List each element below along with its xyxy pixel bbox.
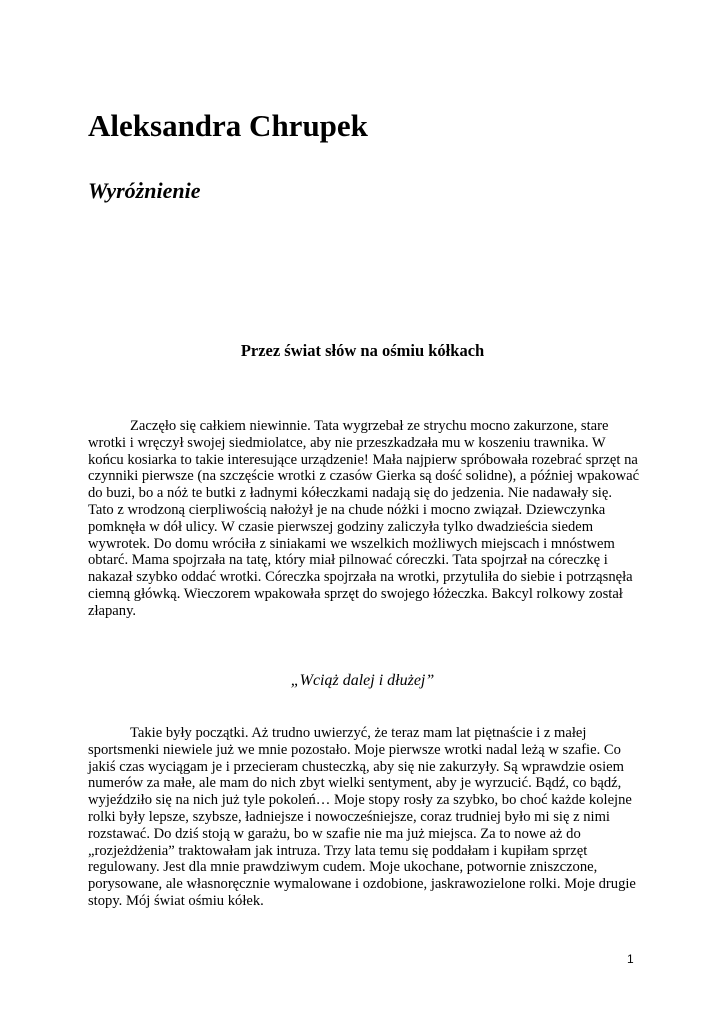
page-number: 1 bbox=[627, 952, 634, 966]
text-line: ciemną główką. Wieczorem wpakowała sprzęt do swojego łóżeczka. Bakcyl rolkowy został bbox=[88, 585, 623, 602]
text-line: obtarć. Mama spojrzała na tatę, który miał pilnować córeczki. Tata spojrzał na córeczkę i bbox=[88, 552, 608, 569]
text-line: wywrotek. Do domu wróciła z siniakami we wszelkich możliwych miejscach i mnóstwem bbox=[88, 535, 615, 552]
text-line: złapany. bbox=[88, 602, 137, 619]
text-line: rolki były lepsze, szybsze, ładniejsze i nowocześniejsze, coraz trudniej było mi się z nimi bbox=[88, 808, 610, 825]
text-line: wrotki i wręczył swojej siedmiolatce, aby nie przeszkadzała mu w koszeniu trawnika. W bbox=[88, 434, 606, 451]
essay-title: Przez świat słów na ośmiu kółkach bbox=[240, 341, 485, 360]
section-subtitle: „Wciąż dalej i dłużej” bbox=[290, 672, 435, 689]
author-name: Aleksandra Chrupek bbox=[88, 108, 368, 143]
paragraph-1 bbox=[88, 418, 640, 620]
text-line: Zaczęło się całkiem niewinnie. Tata wygrzebał ze strychu mocno zakurzone, stare bbox=[130, 418, 609, 434]
text-line: „rozjeżdżenia” traktowałam jak intruza. Trzy lata temu się poddałam i kupiłam sprzęt bbox=[88, 842, 588, 859]
text-line: Takie były początki. Aż trudno uwierzyć, że teraz mam lat piętnaście i z małej bbox=[130, 725, 587, 741]
text-line: Tato z wrodzoną cierpliwością nałożył je na chude nóżki i mocno związał. Dziewczynka bbox=[88, 501, 606, 518]
paragraph-2 bbox=[88, 725, 640, 910]
text-line: czynniki pierwsze (na szczęście wrotki z czasów Gierka są dość solidne), a później wpakować bbox=[88, 468, 640, 485]
text-line: pomknęła w dół ulicy. W czasie pierwszej godziny zaliczyła tylko dwadzieścia siedem bbox=[88, 518, 594, 535]
text-line: rozstawać. Do dziś stoją w garażu, bo w szafie nie ma już miejsca. Za to nowe aż do bbox=[88, 825, 581, 842]
text-line: do buzi, bo a nóż te butki z ładnymi kółeczkami nadają się do jedzenia. Nie nadawały się. bbox=[88, 485, 612, 502]
text-line: końcu kosiarka to takie interesujące urządzenie! Mała najpierw spróbowała rozebrać sprzęt na bbox=[88, 451, 638, 468]
text-line: porysowane, ale własnoręcznie wymalowane i ozdobione, jaskrawozielone rolki. Moje drugie bbox=[88, 876, 636, 893]
text-line: nakazał szybko oddać wrotki. Córeczka spojrzała na wrotki, przytuliła do siebie i potrząsnęła bbox=[88, 569, 633, 586]
text-line: regulowany. Jest dla mnie prawdziwym cudem. Moje ukochane, potwornie zniszczone, bbox=[88, 859, 598, 876]
text-line: wyjeździło się na nich już tyle pokoleń… Moje stopy rosły za szybko, bo choć każde kolejne bbox=[88, 792, 632, 809]
text-line: jakiś czas wyciągam je i przecieram chusteczką, aby się nie zakurzyły. Są wprawdzie osiem bbox=[88, 758, 624, 775]
text-line: numerów za małe, ale mam do nich zbyt wielki sentyment, aby je wyrzucić. Bądź, co bądź, bbox=[88, 775, 622, 792]
text-line: stopy. Mój świat ośmiu kółek. bbox=[88, 892, 264, 909]
text-line: sportsmenki niewiele już we mnie pozostało. Moje pierwsze wrotki nadal leżą w szafie. Co bbox=[88, 741, 621, 758]
award-label: Wyróżnienie bbox=[88, 178, 201, 203]
